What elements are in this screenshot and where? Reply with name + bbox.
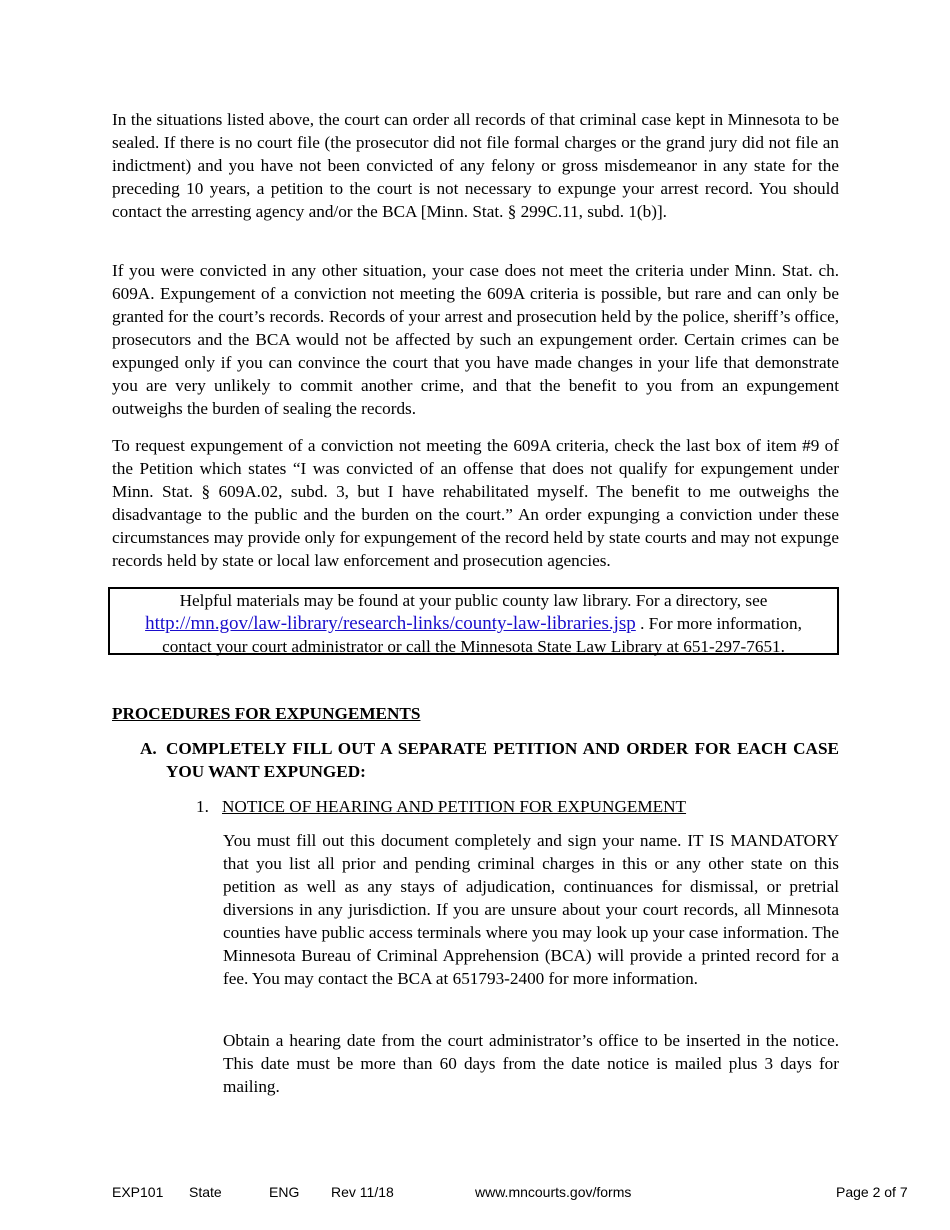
paragraph-fill-out-petition: You must fill out this document completely and sign your name. IT IS MANDATORY that you list all prior and pending criminal charges in this or any other state on this petition as well as any stays of adjudication, continuances for dismissal, or pretrial diversions in any jurisdiction. If you are unsure about your court records, all Minnesota counties have public access terminals where you may look up your case information. The Minnesota Bureau of Criminal Apprehension (BCA) will provide a printed record for a fee. You may contact the BCA at 651793-2400 for more information. (223, 831, 839, 988)
paragraph-hearing-date: Obtain a hearing date from the court administrator’s office to be inserted in the notice. This date must be more than 60 days from the date notice is mailed plus 3 days for mailing. (223, 1031, 839, 1096)
notice-line-3: contact your court administrator or call the Minnesota State Law Library at 651-297-7651. (162, 637, 785, 656)
paragraph-sealing-records: In the situations listed above, the court can order all records of that criminal case kept in Minnesota to be sealed. If there is no court file (the prosecutor did not file formal charges or the grand jury did not file an indictment) and you have not been convicted of any felony or gross misdemeanor in any state for the preceding 10 years, a petition to the court is not necessary to expunge your arrest record. You should contact the arresting agency and/or the BCA [Minn. Stat. § 299C.11, subd. 1(b)]. (112, 110, 839, 221)
footer-revision: Rev 11/18 (331, 1184, 394, 1200)
notice-line-2 (110, 612, 837, 635)
footer-url: www.mncourts.gov/forms (475, 1184, 632, 1200)
footer-language: ENG (269, 1184, 300, 1200)
notice-after-link: . For more information, (635, 614, 802, 633)
item-1-number: 1. (196, 797, 209, 816)
footer-state: State (189, 1184, 222, 1200)
paragraph-other-convictions: If you were convicted in any other situation, your case does not meet the criteria under Minn. Stat. ch. 609A. Expungement of a conviction not meeting the 609A criteria is possible, but rare and can only be granted for the court’s records. Records of your arrest and prosecution held by the police, sheriff’s office, prosecutors and the BCA would not be affected by such an expungement order. Certain crimes can be expunged only if you can convince the court that you have made changes in your life that demonstrate you are very unlikely to commit another crime, and that the benefit to you from an expungement outweighs the burden of sealing the records. (112, 261, 839, 418)
item-1-title: NOTICE OF HEARING AND PETITION FOR EXPUNGEMENT (222, 797, 687, 816)
item-a-letter: A. (140, 739, 157, 758)
notice-line-1: Helpful materials may be found at your public county law library. For a directory, see (179, 591, 768, 610)
footer-form-id: EXP101 (112, 1184, 164, 1200)
item-a-text: COMPLETELY FILL OUT A SEPARATE PETITION AND ORDER FOR EACH CASE YOU WANT EXPUNGED: (166, 739, 839, 781)
county-law-libraries-link[interactable]: http://mn.gov/law-library/research-links/county-law-libraries.jsp (145, 613, 636, 634)
procedures-heading: PROCEDURES FOR EXPUNGEMENTS (112, 704, 421, 723)
footer-page-number: Page 2 of 7 (836, 1184, 908, 1200)
paragraph-request-expungement: To request expungement of a conviction not meeting the 609A criteria, check the last box of item #9 of the Petition which states “I was convicted of an offense that does not qualify for expungement under Minn. Stat. § 609A.02, subd. 3, but I have rehabilitated myself. The benefit to me outweighs the disadvantage to the public and the burden on the court.” An order expunging a conviction under these circumstances may provide only for expungement of the record held by state courts and may not expunge records held by state or local law enforcement and prosecution agencies. (112, 436, 839, 570)
law-library-notice-box (108, 587, 839, 655)
